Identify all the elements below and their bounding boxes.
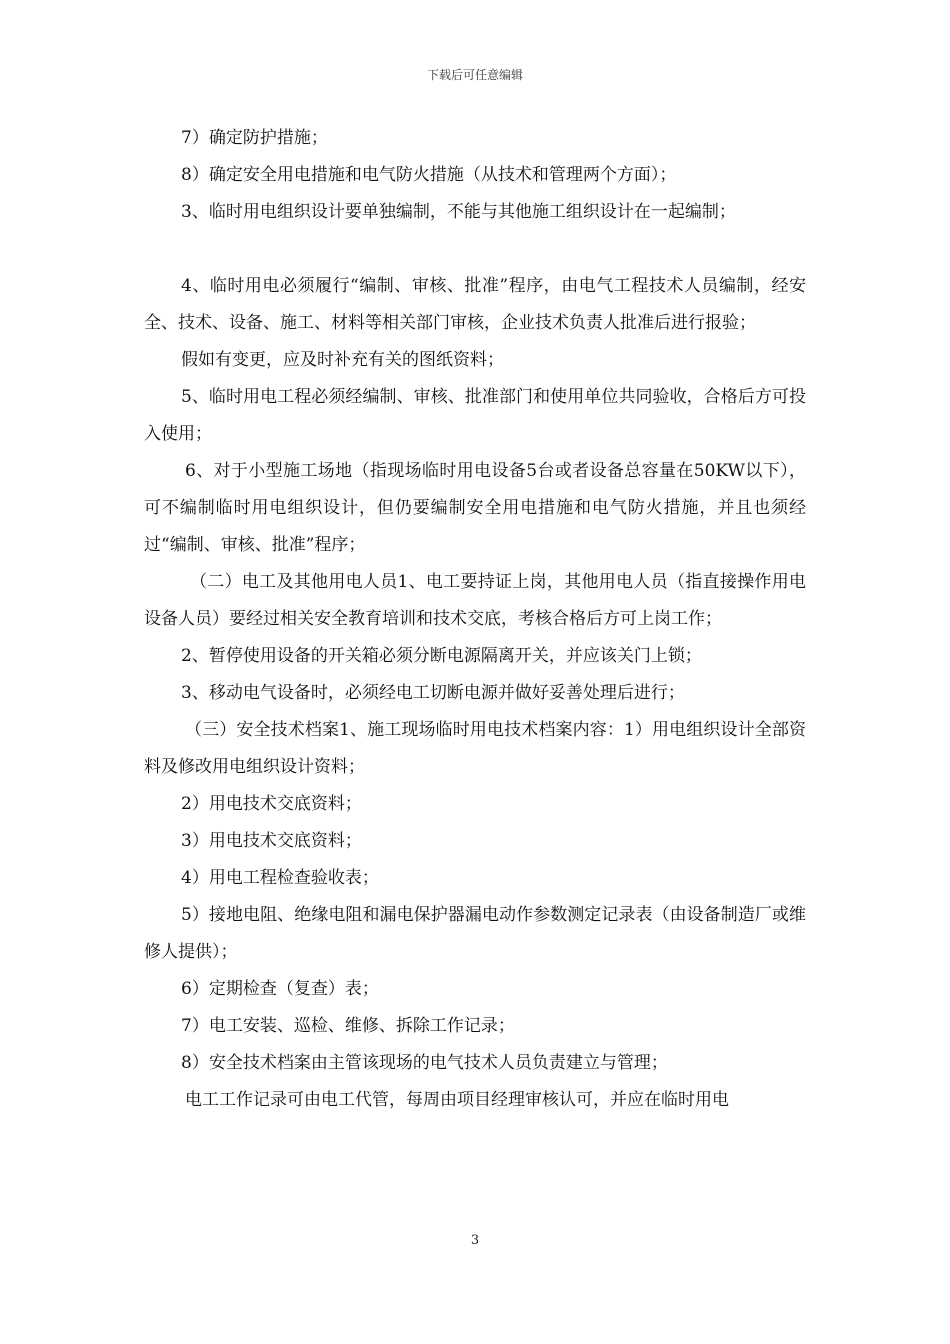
paragraph: 2、暂停使用设备的开关箱必须分断电源隔离开关，并应该关门上锁；	[181, 646, 702, 666]
paragraph: 4）用电工程检查验收表；	[181, 868, 379, 888]
paragraph: 5、临时用电工程必须经编制、审核、批准部门和使用单位共同验收，合格后方可投入使用；	[144, 387, 806, 444]
paragraph: 2）用电技术交底资料；	[181, 794, 362, 814]
paragraph: 3）用电技术交底资料；	[181, 831, 362, 851]
paragraph: 6）定期检查（复查）表；	[181, 979, 379, 999]
document-body	[144, 120, 806, 1119]
page-header: 下载后可任意编辑	[426, 68, 523, 82]
paragraph: 5）接地电阻、绝缘电阻和漏电保护器漏电动作参数测定记录表（由设备制造厂或维修人提供）；	[144, 905, 806, 962]
paragraph: 4、临时用电必须履行“编制、审核、批准”程序，由电气工程技术人员编制，经安全、技术、设备、施工、材料等相关部门审核，企业技术负责人批准后进行报验；	[144, 276, 806, 333]
paragraph: 电工工作记录可由电工代管，每周由项目经理审核认可，并应在临时用电	[185, 1090, 729, 1110]
paragraph: 7）电工安装、巡检、维修、拆除工作记录；	[181, 1016, 515, 1036]
paragraph: 3、临时用电组织设计要单独编制，不能与其他施工组织设计在一起编制；	[181, 202, 736, 222]
paragraph: 3、移动电气设备时，必须经电工切断电源并做好妥善处理后进行；	[181, 683, 685, 703]
paragraph: 8）确定安全用电措施和电气防火措施（从技术和管理两个方面）；	[181, 165, 677, 185]
paragraph: 7）确定防护措施；	[181, 128, 328, 148]
paragraph: （三）安全技术档案1、施工现场临时用电技术档案内容：1）用电组织设计全部资料及修改用电组织设计资料；	[144, 720, 806, 777]
paragraph: 8）安全技术档案由主管该现场的电气技术人员负责建立与管理；	[181, 1053, 668, 1073]
blank-line	[144, 231, 806, 268]
paragraph: （二）电工及其他用电人员1、电工要持证上岗，其他用电人员（指直接操作用电设备人员）要经过相关安全教育培训和技术交底，考核合格后方可上岗工作；	[144, 572, 806, 629]
paragraph: 6、对于小型施工场地（指现场临时用电设备5台或者设备总容量在50KW以下），可不编制临时用电组织设计，但仍要编制安全用电措施和电气防火措施，并且也须经过“编制、审核、批准”程序；	[144, 461, 806, 555]
page-number: 3	[470, 1233, 480, 1248]
paragraph: 假如有变更，应及时补充有关的图纸资料；	[181, 350, 504, 370]
